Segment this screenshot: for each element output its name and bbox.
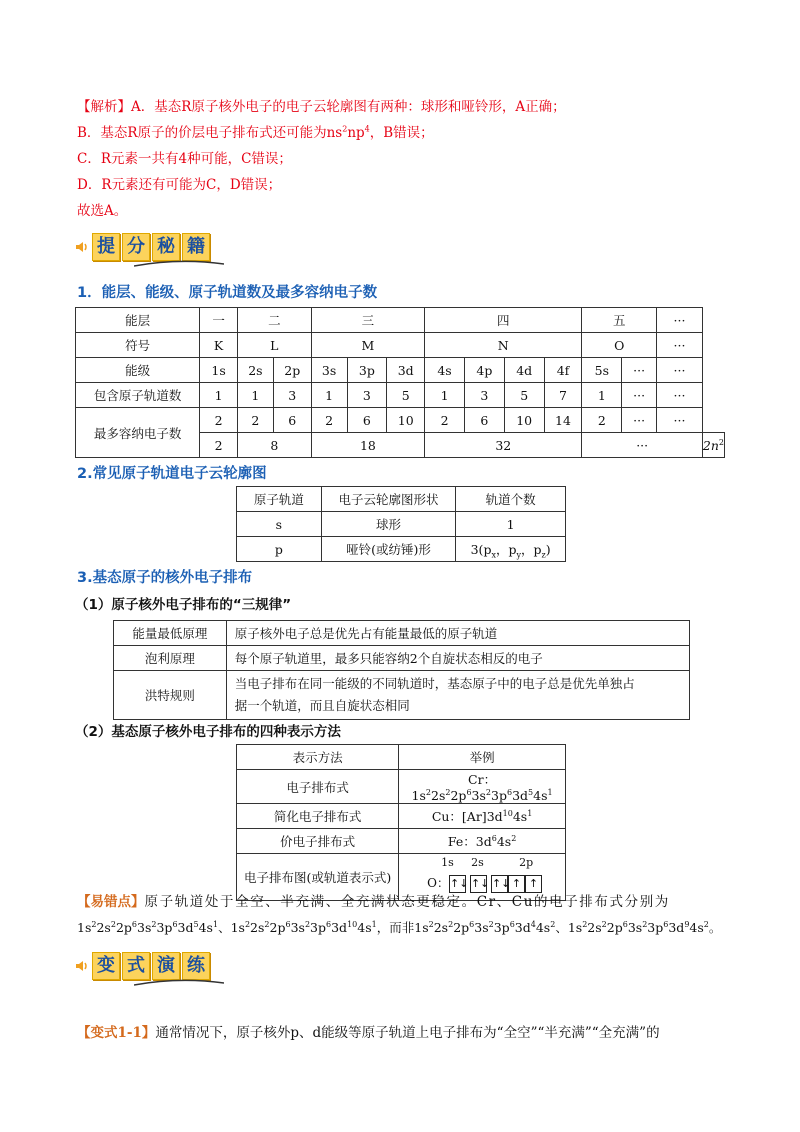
methods-table: 表示方法 举例 电子排布式 Cr：$1s^22s^22p^63s^23p^63d^54s^1$ 简化电子排布式 Cu：$[Ar]3d^{10}4s^1$ 价电子排布式 Fe：$3d^64s^2$ 电子排布图(或轨道表示式) 1s 2s 2p O：↑↓ ↑↓ ↑↓↑ ↑ <box>236 744 566 901</box>
speaker-icon <box>74 239 90 255</box>
shell-row: 能层 一 二 三 四 五 ··· <box>76 308 725 333</box>
section3-sub1: （1）原子核外电子排布的“三规律” <box>75 597 292 613</box>
table-cell: 2 <box>311 408 347 433</box>
analysis-line-3: C．R元素一共有4种可能，C错误； <box>77 151 292 167</box>
table-cell: 5s <box>582 358 622 383</box>
table-cell: 2s <box>237 358 273 383</box>
table-cell: 3 <box>464 383 504 408</box>
table-cell: ··· <box>622 383 657 408</box>
max-shell-row: 2 8 18 32 ··· $2n^2$ <box>76 433 725 458</box>
table-cell: ··· <box>657 408 703 433</box>
badge-char: 提 <box>92 233 120 261</box>
badge-char: 秘 <box>152 233 180 261</box>
max-level-row: 最多容纳电子数 2 2 6 2 6 10 2 6 10 14 2 ··· ··· <box>76 408 725 433</box>
table-cell: ··· <box>657 383 703 408</box>
table-cell: 3 <box>273 383 311 408</box>
table-cell: 2 <box>425 408 465 433</box>
section3-title: 3.基态原子的核外电子排布 <box>77 570 253 586</box>
orbital-box: ↑↓ <box>491 875 508 893</box>
table-cell: 1 <box>200 383 238 408</box>
table-cell: 4p <box>464 358 504 383</box>
table-cell: 1 <box>311 383 347 408</box>
analysis-line-1: 【解析】A．基态R原子核外电子的电子云轮廓图有两种：球形和哑铃形，A正确； <box>77 99 566 115</box>
badge-char: 变 <box>92 952 120 980</box>
table-cell: ··· <box>622 358 657 383</box>
table-cell: 4d <box>504 358 544 383</box>
level-row: 能级 1s 2s 2p 3s 3p 3d 4s 4p 4d 4f 5s ··· ··· <box>76 358 725 383</box>
cloud-shape-table: 原子轨道 电子云轮廓图形状 轨道个数 s 球形 1 p 哑铃(或纺锤)形 $3(p_x$，$p_y$，$p_z$) <box>236 486 566 562</box>
table-cell: 3 <box>347 383 387 408</box>
symbol-row: 符号 K L M N O ··· <box>76 333 725 358</box>
table-cell: 2 <box>582 408 622 433</box>
orbital-row: 包含原子轨道数 1 1 3 1 3 5 1 3 5 7 1 ··· ··· <box>76 383 725 408</box>
table-cell: 1 <box>237 383 273 408</box>
table-cell: 4f <box>544 358 582 383</box>
table-cell: 5 <box>387 383 425 408</box>
orbital-box: ↑ <box>508 875 525 893</box>
table-cell: 5 <box>504 383 544 408</box>
speaker-icon <box>74 958 90 974</box>
table-cell: 3p <box>347 358 387 383</box>
orbital-box: ↑↓ <box>449 875 466 893</box>
table-cell: 2 <box>200 408 238 433</box>
badge-char: 式 <box>122 952 150 980</box>
table-cell: 10 <box>387 408 425 433</box>
table-cell: 2 <box>237 408 273 433</box>
table-cell: 6 <box>273 408 311 433</box>
energy-level-table <box>75 307 725 458</box>
orbital-box: ↑ <box>525 875 542 893</box>
mistake-line-2: $1s^22s^22p^63s^23p^63d^54s^1$、$1s^22s^22p^63s^23p^63d^{10}4s^1$，而非$1s^22s^22p^63s^23p^63d^44s^2$、$1s^22s^22p^63s^23p^63d^94s^2$。 <box>77 919 722 935</box>
analysis-line-2: B．基态R原子的价层电子排布式还可能为$ns^2np^4$，B错误； <box>77 124 434 141</box>
badge-char: 练 <box>182 952 210 980</box>
table-cell: 1 <box>582 383 622 408</box>
table-cell: 14 <box>544 408 582 433</box>
table-cell: 2p <box>273 358 311 383</box>
table-cell: 6 <box>464 408 504 433</box>
swoosh-decoration <box>134 258 224 268</box>
analysis-line-5: 故选A。 <box>77 203 128 219</box>
orbital-diagram: 1s 2s 2p O：↑↓ ↑↓ ↑↓↑ ↑ <box>399 854 566 901</box>
rules-table: 能量最低原理 原子核外电子总是优先占有能量最低的原子轨道 泡利原理 每个原子轨道里，最多只能容纳2个自旋状态相反的电子 洪特规则 当电子排布在同一能级的不同轨道时，基态原子中的电子总是优先单独占 据一个轨道，而且自旋状态相同 <box>113 620 690 720</box>
tips-badge <box>74 232 210 262</box>
variant-line: 【变式1-1】通常情况下，原子核外p、d能级等原子轨道上电子排布为“全空”“半充满”“全充满”的 <box>77 1025 660 1041</box>
table-cell: 1 <box>425 383 465 408</box>
table-cell: ··· <box>657 358 703 383</box>
practice-badge <box>74 951 210 981</box>
table-cell: 3d <box>387 358 425 383</box>
analysis-tag: 【解析】 <box>77 99 131 115</box>
table-cell: 3s <box>311 358 347 383</box>
table-cell: 1s <box>200 358 238 383</box>
badge-char: 籍 <box>182 233 210 261</box>
section1-title: 1．能层、能级、原子轨道数及最多容纳电子数 <box>77 285 378 301</box>
mistake-line-1: 【易错点】原子轨道处于全空、半充满、全充满状态更稳定。Cr、Cu的电子排布式分别为 <box>77 894 670 910</box>
table-cell: ··· <box>622 408 657 433</box>
table-cell: 7 <box>544 383 582 408</box>
badge-char: 演 <box>152 952 180 980</box>
badge-char: 分 <box>122 233 150 261</box>
table-cell: 10 <box>504 408 544 433</box>
section3-sub2: （2）基态原子核外电子排布的四种表示方法 <box>75 724 341 740</box>
section2-title: 2.常见原子轨道电子云轮廓图 <box>77 466 267 482</box>
table-cell: 4s <box>425 358 465 383</box>
swoosh-decoration <box>134 977 224 987</box>
analysis-line-4: D．R元素还有可能为C，D错误； <box>77 177 282 193</box>
table-cell: 6 <box>347 408 387 433</box>
orbital-box: ↑↓ <box>470 875 487 893</box>
